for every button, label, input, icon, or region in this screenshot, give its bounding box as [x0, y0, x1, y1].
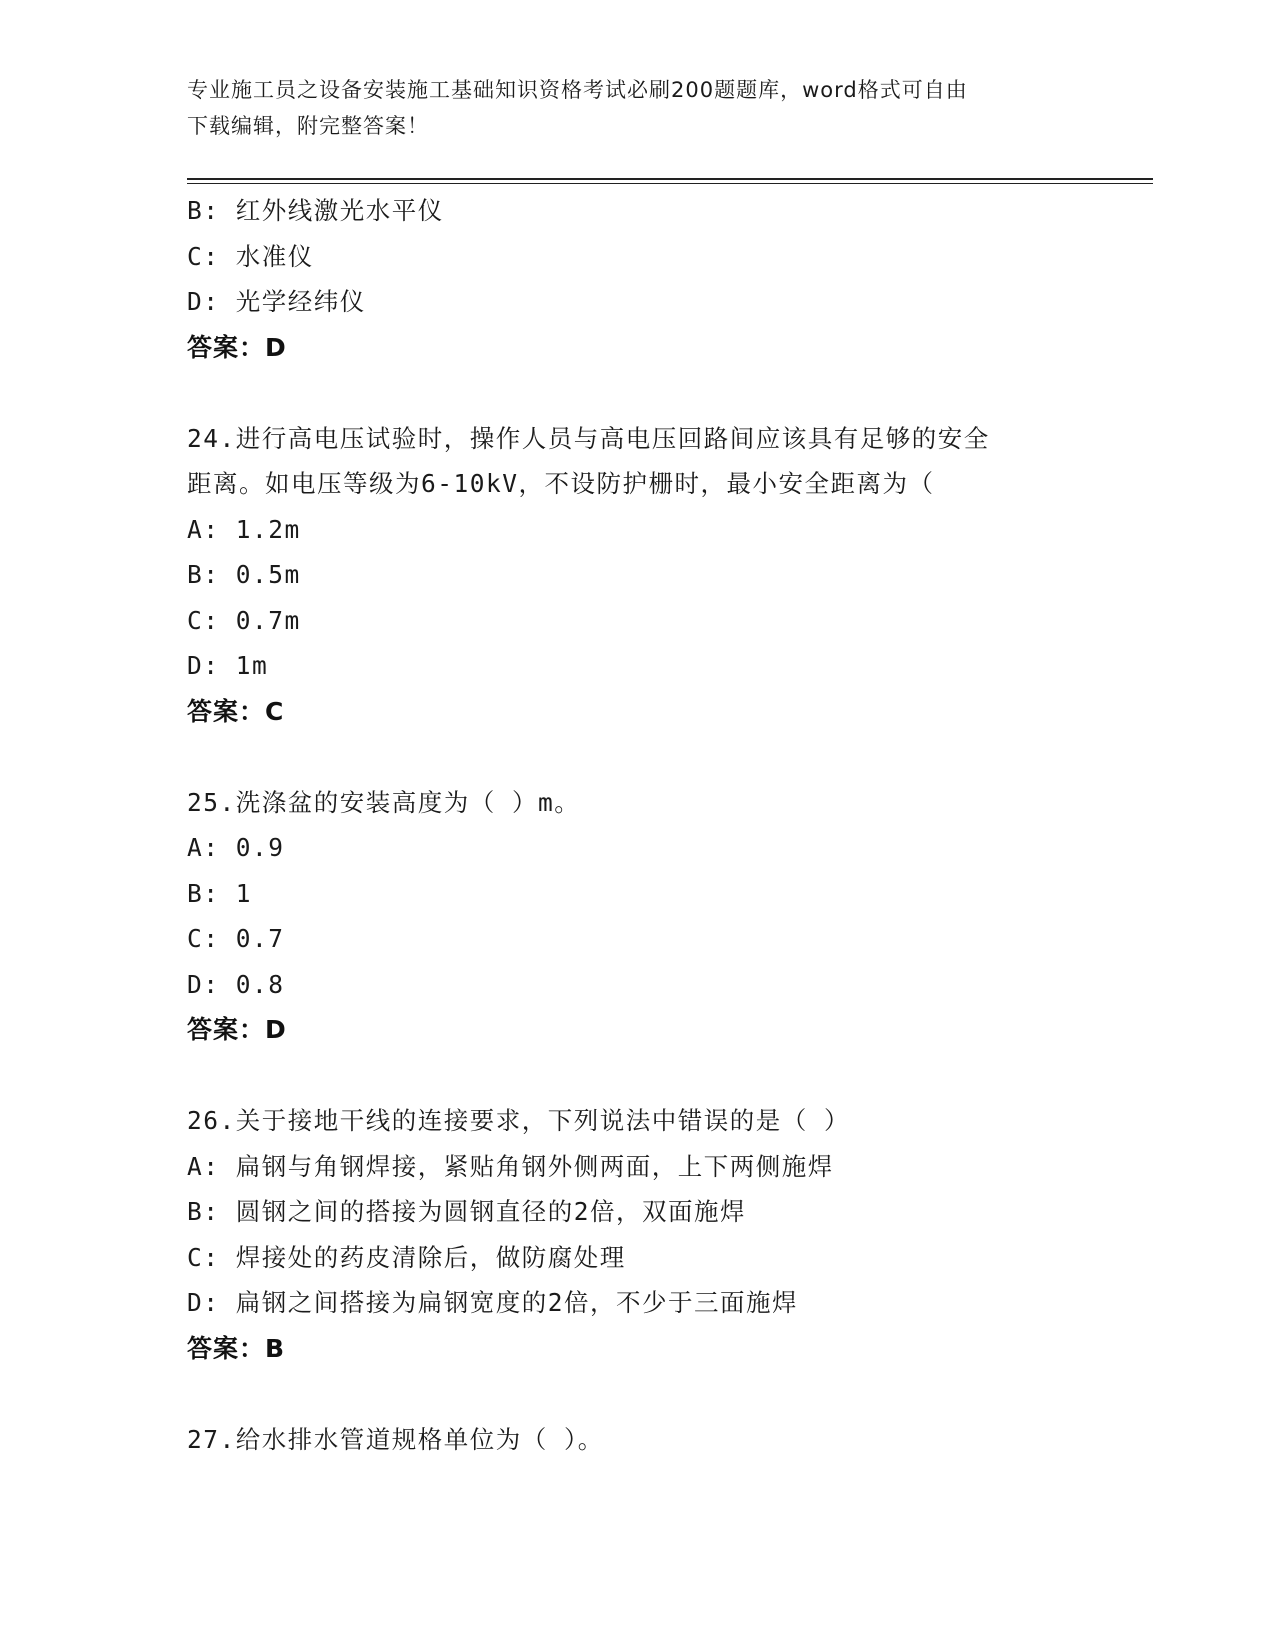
option-a: A: 0.9 — [187, 833, 285, 862]
option-b: B: 红外线激光水平仪 — [187, 196, 444, 225]
header-line-1: 专业施工员之设备安装施工基础知识资格考试必刷200题题库，word格式可自由 — [187, 78, 968, 102]
option-d: D: 光学经纬仪 — [187, 287, 366, 316]
option-c: C: 0.7 — [187, 924, 285, 953]
question-stem: 26.关于接地干线的连接要求，下列说法中错误的是（ ） — [187, 1106, 850, 1135]
question-stem-line-2: 距离。如电压等级为6-10kV，不设防护栅时，最小安全距离为（ — [187, 469, 935, 498]
option-d: D: 0.8 — [187, 969, 285, 999]
option-b: B: 1 — [187, 878, 253, 908]
question-27 — [187, 1417, 1153, 1463]
answer: 答案：C — [187, 696, 285, 726]
spacer — [187, 1053, 1153, 1099]
option-c: C: 水准仪 — [187, 241, 314, 271]
option-c: C: 0.7m — [187, 605, 301, 635]
spacer — [187, 734, 1153, 780]
spacer — [187, 1371, 1153, 1417]
option-d: D: 1m — [187, 651, 269, 680]
question-23 — [187, 188, 1153, 370]
question-list — [187, 188, 1153, 1462]
option-d: D: 扁钢之间搭接为扁钢宽度的2倍，不少于三面施焊 — [187, 1288, 798, 1317]
option-a: A: 1.2m — [187, 514, 301, 544]
option-a: A: 扁钢与角钢焊接，紧贴角钢外侧两面，上下两侧施焊 — [187, 1151, 834, 1181]
option-c: C: 焊接处的药皮清除后，做防腐处理 — [187, 1242, 626, 1272]
document-header — [187, 72, 1067, 144]
header-rule-thick — [187, 178, 1153, 180]
spacer — [187, 370, 1153, 416]
option-b: B: 0.5m — [187, 560, 301, 589]
question-25 — [187, 780, 1153, 1053]
option-b: B: 圆钢之间的搭接为圆钢直径的2倍，双面施焊 — [187, 1197, 746, 1226]
question-stem: 27.给水排水管道规格单位为（ ）。 — [187, 1424, 604, 1454]
question-stem-line-1: 24.进行高电压试验时，操作人员与高电压回路间应该具有足够的安全 — [187, 423, 990, 453]
question-24 — [187, 416, 1153, 735]
question-stem: 25.洗涤盆的安装高度为（ ）m。 — [187, 787, 581, 817]
answer: 答案：D — [187, 332, 287, 362]
header-rule-thin — [187, 183, 1153, 184]
answer: 答案：D — [187, 1015, 287, 1044]
answer: 答案：B — [187, 1333, 286, 1363]
question-26 — [187, 1098, 1153, 1371]
header-line-2: 下载编辑，附完整答案！ — [187, 114, 429, 138]
